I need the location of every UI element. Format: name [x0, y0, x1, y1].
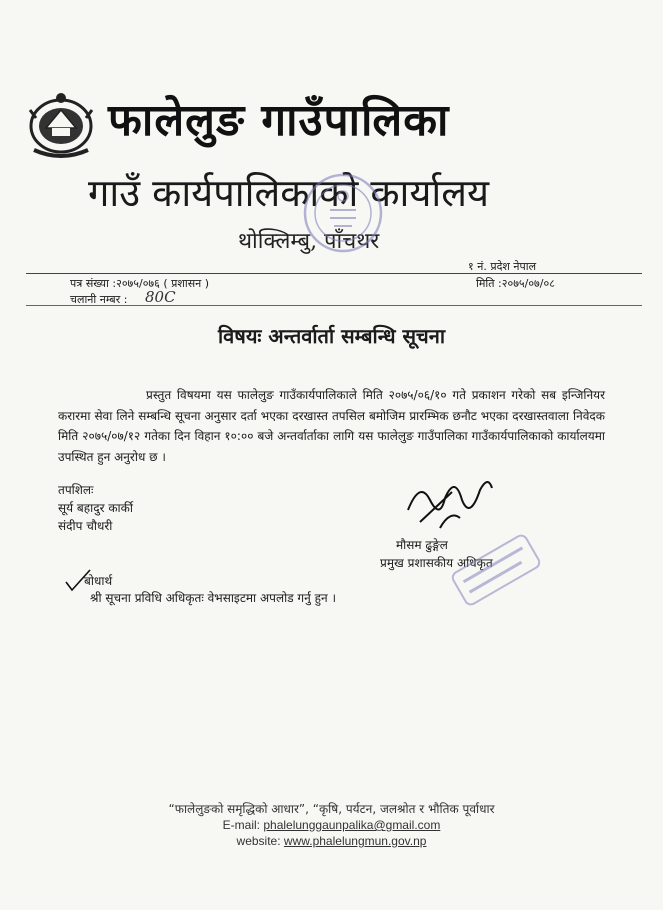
signatory-name: मौसम ढुङ्गेल [396, 538, 448, 552]
candidate-item: संदीप चौधरी [58, 519, 113, 533]
website-label: website: [236, 834, 281, 848]
letter-date: मिति :२०७५/०७/०८ [476, 277, 555, 290]
email-label: E-mail: [222, 818, 261, 832]
province-label: १ नं. प्रदेश नेपाल [468, 260, 537, 273]
subject-heading: विषयः अन्तर्वार्ता सम्बन्धि सूचना [217, 324, 446, 348]
nepal-emblem-icon [26, 88, 96, 160]
website-link[interactable]: www.phalelungmun.gov.np [283, 834, 427, 848]
reference-divider [26, 305, 642, 306]
email-link[interactable]: phalelunggaunpalika@gmail.com [263, 818, 441, 832]
office-stamp-icon [300, 170, 386, 256]
letter-number: पत्र संख्या :२०७५/०७६ ( प्रशासन ) [70, 277, 210, 290]
office-address: थोक्लिम्बु, पाँचथर [238, 229, 380, 254]
footer-website [0, 834, 663, 848]
notice-body [58, 385, 605, 467]
dispatch-number-label: चलानी नम्बर : [70, 293, 128, 306]
info-label: बोधार्थ [84, 574, 113, 588]
signatory-title: प्रमुख प्रशासकीय अधिकृत [380, 556, 493, 570]
notice-body-text: प्रस्तुत विषयमा यस फालेलुङ गाउँकार्यपालिकाले मिति २०७५/०६/१० गते प्रकाशन गरेको सब इन्जिनियर करारमा सेवा लिने सम्बन्धि सूचना अनुसार दर्ता भएका दरखास्त तपसिल बमोजिम प्रारम्भिक छनौट भएका दरखास्तवाला निवेदक मिति २०७५/०७/१२ गतेका दिन विहान १०:०० बजे अन्तर्वार्ताका लागि यस फालेलुङ गाउँपालिका गाउँकार्यपालिकाको कार्यालयमा उपस्थित हुन अनुरोध छ । [58, 388, 605, 464]
info-recipient: श्री सूचना प्रविधि अधिकृतः वेभसाइटमा अपलोड गर्नु हुन । [90, 591, 337, 605]
footer-email [0, 818, 663, 832]
official-seal-icon [446, 520, 546, 620]
org-name: फालेलुङ गाउँपालिका [108, 95, 450, 146]
header-divider [26, 273, 642, 274]
office-name: गाउँ कार्यपालिकाको कार्यालय [88, 171, 490, 215]
footer-motto: “फालेलुङको समृद्धिको आधार”, “कृषि, पर्यटन, जलश्रोत र भौतिक पूर्वाधार [168, 802, 495, 816]
candidate-list-title: तपशिलः [58, 483, 94, 497]
dispatch-number-value: 80C [145, 288, 176, 306]
candidate-item: सूर्य बहादुर कार्की [58, 501, 133, 515]
